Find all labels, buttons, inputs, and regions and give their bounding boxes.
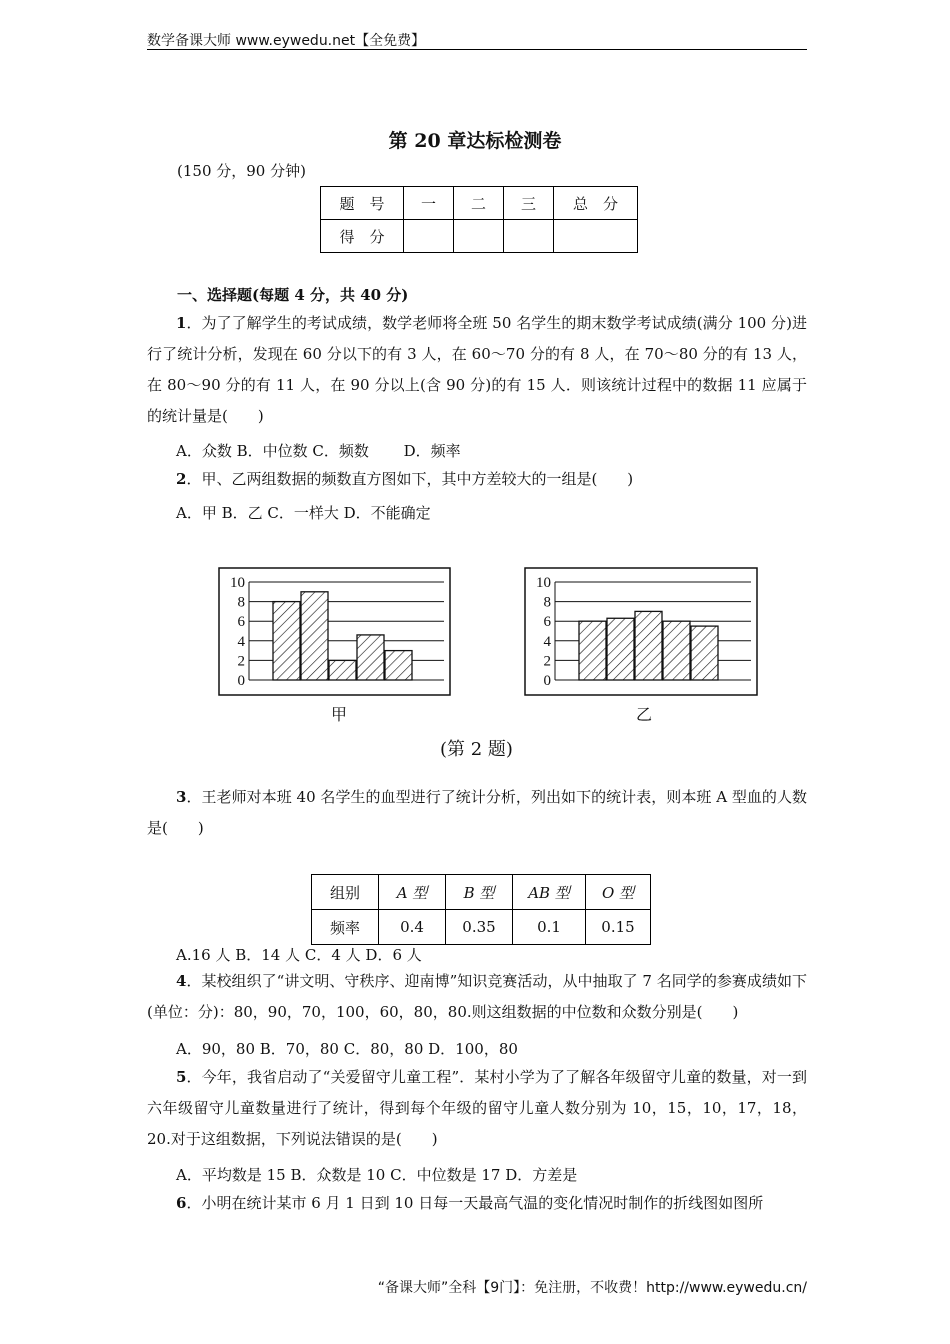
question-number: 5: [176, 1068, 187, 1086]
table-cell: AB 型: [513, 875, 586, 910]
y-tick-label: 4: [237, 633, 245, 650]
page-footer: “备课大师”全科【9门】：免注册，不收费！http://www.eywedu.cn/: [377, 1280, 807, 1296]
table-row: [312, 910, 651, 945]
bar: [301, 592, 328, 680]
table-cell: A 型: [379, 875, 446, 910]
page-header: 数学备课大师 www.eywedu.net【全免费】: [147, 33, 426, 49]
question-3: [147, 782, 807, 844]
table-row: [312, 875, 651, 910]
bar: [329, 660, 356, 680]
figure-caption: (第 2 题): [440, 739, 513, 760]
question-text: ．王老师对本班 40 名学生的血型进行了统计分析，列出如下的统计表，则本班 A 型血的人数是( ): [147, 788, 807, 837]
question-6: [147, 1188, 807, 1219]
bar: [357, 635, 384, 680]
y-tick-label: 2: [237, 653, 245, 670]
y-tick-label: 10: [536, 575, 551, 591]
table-cell: [454, 220, 504, 253]
table-cell: [404, 220, 454, 253]
question-text: ．甲、乙两组数据的频数直方图如下，其中方差较大的一组是( ): [186, 470, 634, 488]
question-1: [147, 308, 807, 432]
question-text: ．为了了解学生的考试成绩，数学老师将全班 50 名学生的期末数学考试成绩(满分 100 分)进行了统计分析，发现在 60 分以下的有 3 人，在 60～70 分的有 8 人，在 70～80 分的有 13 人，在 80～90 分的有 11 人，在 90 分以上(含 90 分)的有 15 人．则该统计过程中的数据 11 应属于的统计量是( ): [147, 314, 807, 425]
table-cell: 题 号: [321, 187, 404, 220]
question-2: [147, 464, 807, 495]
question-text: ．今年，我省启动了“关爱留守儿童工程”．某村小学为了了解各年级留守儿童的数量，对一到六年级留守儿童数量进行了统计，得到每个年级的留守儿童人数分别为 10，15，10，17，18，20.对于这组数据，下列说法错误的是( ): [147, 1068, 807, 1148]
chart-label-yi: 乙: [636, 705, 653, 724]
table-cell: 一: [404, 187, 454, 220]
y-tick-label: 4: [543, 633, 551, 650]
question-4-options: A．90，80 B．70，80 C．80，80 D．100，80: [176, 1040, 518, 1058]
question-number: 2: [176, 470, 187, 488]
bar: [579, 621, 606, 680]
table-cell: 0.4: [379, 910, 446, 945]
table-cell: [554, 220, 638, 253]
chart-label-jia: 甲: [331, 705, 348, 724]
histogram-figure: [0, 560, 950, 820]
table-row: [321, 220, 638, 253]
y-tick-label: 2: [543, 653, 551, 670]
table-cell: 频率: [312, 910, 379, 945]
y-tick-label: 6: [237, 614, 245, 631]
question-1-options: A．众数 B．中位数 C．频数 D．频率: [176, 442, 461, 460]
bar: [663, 621, 690, 680]
y-tick-label: 0: [237, 673, 245, 689]
y-tick-label: 10: [230, 575, 245, 591]
table-cell: 总 分: [554, 187, 638, 220]
table-row: [321, 187, 638, 220]
question-4: [147, 966, 807, 1028]
page-title: 第 20 章达标检测卷: [388, 130, 562, 152]
question-5: [147, 1062, 807, 1155]
y-tick-label: 8: [543, 594, 551, 611]
table-cell: 0.15: [586, 910, 651, 945]
question-2-options: A．甲 B．乙 C．一样大 D．不能确定: [176, 504, 431, 522]
y-tick-label: 6: [543, 614, 551, 631]
bar: [635, 611, 662, 680]
question-3-options: A.16 人 B．14 人 C．4 人 D．6 人: [176, 946, 422, 964]
question-number: 6: [176, 1194, 187, 1212]
y-tick-label: 8: [237, 594, 245, 611]
question-number: 3: [176, 788, 187, 806]
table-cell: 组别: [312, 875, 379, 910]
table-cell: B 型: [446, 875, 513, 910]
section-heading: 一、选择题(每题 4 分，共 40 分): [177, 286, 409, 304]
table-cell: 二: [454, 187, 504, 220]
question-5-options: A．平均数是 15 B．众数是 10 C．中位数是 17 D．方差是: [176, 1166, 578, 1184]
question-number: 1: [176, 314, 187, 332]
bar: [607, 618, 634, 680]
blood-type-table: [311, 874, 651, 945]
score-table: [320, 186, 638, 253]
table-cell: 0.1: [513, 910, 586, 945]
table-cell: [504, 220, 554, 253]
question-number: 4: [176, 972, 187, 990]
bar: [273, 602, 300, 680]
table-cell: O 型: [586, 875, 651, 910]
table-cell: 得 分: [321, 220, 404, 253]
header-divider: [147, 49, 807, 50]
question-text: ．小明在统计某市 6 月 1 日到 10 日每一天最高气温的变化情况时制作的折线图如图所: [186, 1194, 764, 1212]
question-text: ．某校组织了“讲文明、守秩序、迎南博”知识竞赛活动，从中抽取了 7 名同学的参赛成绩如下(单位：分)：80，90，70，100，60，80，80.则这组数据的中位数和众数分别是( ): [147, 972, 807, 1021]
exam-meta: (150 分，90 分钟): [177, 162, 306, 180]
table-cell: 0.35: [446, 910, 513, 945]
bar: [691, 626, 718, 680]
table-cell: 三: [504, 187, 554, 220]
y-tick-label: 0: [543, 673, 551, 689]
bar: [385, 651, 412, 680]
